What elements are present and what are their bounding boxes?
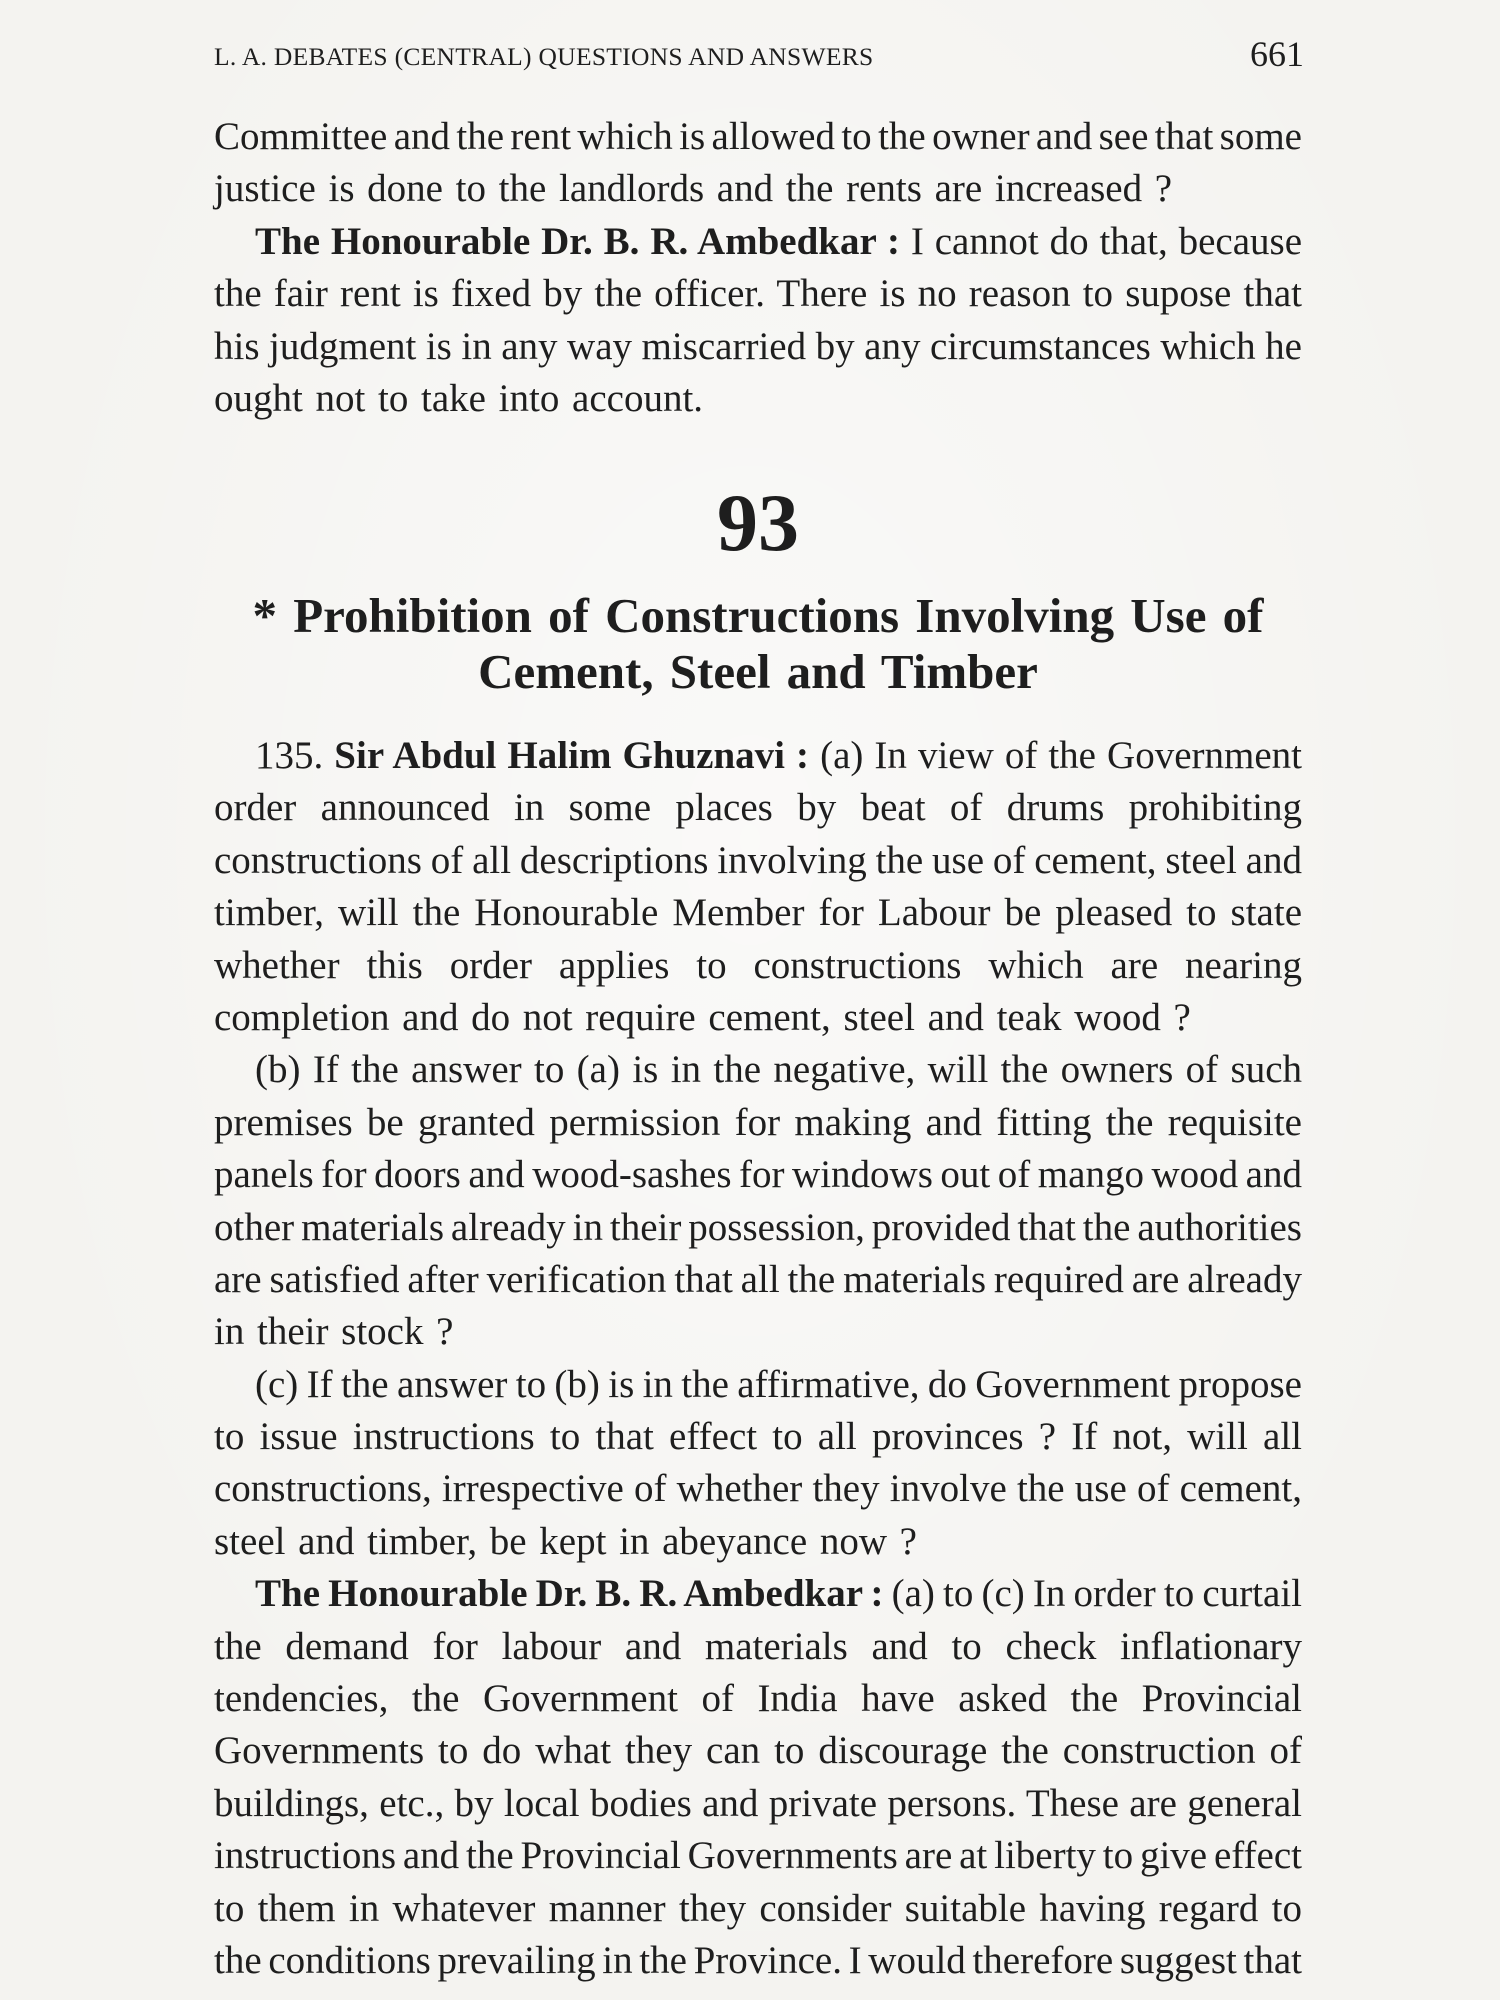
question-line: steel and timber, be kept in abeyance now ?	[214, 1519, 917, 1563]
question-line: whether this order applies to constructions which are nearing	[214, 943, 1302, 987]
question-line: (c) If the answer to (b) is in the affirmative, do Government propose	[255, 1362, 1302, 1406]
page-number: 661	[1250, 34, 1304, 74]
question-line: to issue instructions to that effect to all provinces ? If not, will all	[214, 1415, 1302, 1459]
reply-text: I cannot do that, because	[910, 219, 1303, 263]
answer-line: tendencies, the Government of India have asked the Provincial	[214, 1677, 1302, 1721]
reply-line: his judgment is in any way miscarried by any circumstances which he	[214, 324, 1302, 368]
question-line: in their stock ?	[214, 1310, 454, 1354]
reply-line: the fair rent is fixed by the officer. There is no reason to supose that	[214, 272, 1302, 316]
question-tail-line: justice is done to the landlords and the rents are increased ?	[214, 167, 1173, 211]
question-line: other materials already in their possession, provided that the authorities	[214, 1205, 1302, 1249]
section-title-line: * Prohibition of Constructions Involving Use of	[252, 588, 1264, 643]
question-line: order announced in some places by beat of drums prohibiting	[214, 786, 1302, 830]
section-title-line: Cement, Steel and Timber	[478, 644, 1038, 699]
question-line: premises be granted permission for making and fitting the requisite	[214, 1100, 1302, 1144]
question-line: constructions, irrespective of whether they involve the use of cement,	[214, 1467, 1302, 1511]
section-title	[214, 588, 1302, 700]
question-number: 135.	[255, 734, 324, 777]
speaker-name: The Honourable Dr. B. R. Ambedkar :	[255, 1572, 884, 1616]
answer-line: Governments to do what they can to discourage the construction of	[214, 1729, 1302, 1773]
answer-line: the conditions prevailing in the Province. I would therefore suggest that	[214, 1938, 1303, 1982]
question-line	[214, 730, 1302, 782]
question-tail-line: Committee and the rent which is allowed to the owner and see that some	[214, 115, 1302, 158]
question-text: (a) In view of the Government	[820, 734, 1302, 777]
question-line: are satisfied after verification that all the materials required are already	[214, 1257, 1302, 1301]
reply-line: ought not to take into account.	[214, 376, 704, 420]
answer-line: the demand for labour and materials and to check inflationary	[214, 1624, 1302, 1668]
answer-line	[214, 1568, 1302, 1620]
previous-exchange	[214, 111, 1302, 425]
running-head: L. A. DEBATES (CENTRAL) QUESTIONS AND ANSWERS	[214, 42, 874, 71]
question-line: (b) If the answer to (a) is in the negative, will the owners of such	[255, 1048, 1302, 1092]
question-exchange	[214, 730, 1302, 1987]
question-line: completion and do not require cement, steel and teak wood ?	[214, 995, 1191, 1039]
answer-line: instructions and the Provincial Governments are at liberty to give effect	[214, 1834, 1302, 1878]
answer-text: (a) to (c) In order to curtail	[891, 1572, 1302, 1616]
speaker-name: The Honourable Dr. B. R. Ambedkar :	[255, 219, 900, 263]
answer-line: to them in whatever manner they consider suitable having regard to	[214, 1886, 1302, 1930]
question-line: panels for doors and wood-sashes for windows out of mango wood and	[214, 1153, 1302, 1197]
question-line: constructions of all descriptions involving the use of cement, steel and	[214, 838, 1302, 882]
answer-line: buildings, etc., by local bodies and private persons. These are general	[214, 1781, 1302, 1825]
section-number: 93	[717, 477, 799, 568]
questioner-name: Sir Abdul Halim Ghuznavi :	[334, 734, 810, 777]
reply-line	[214, 216, 1302, 268]
question-line: timber, will the Honourable Member for Labour be pleased to state	[214, 891, 1302, 935]
